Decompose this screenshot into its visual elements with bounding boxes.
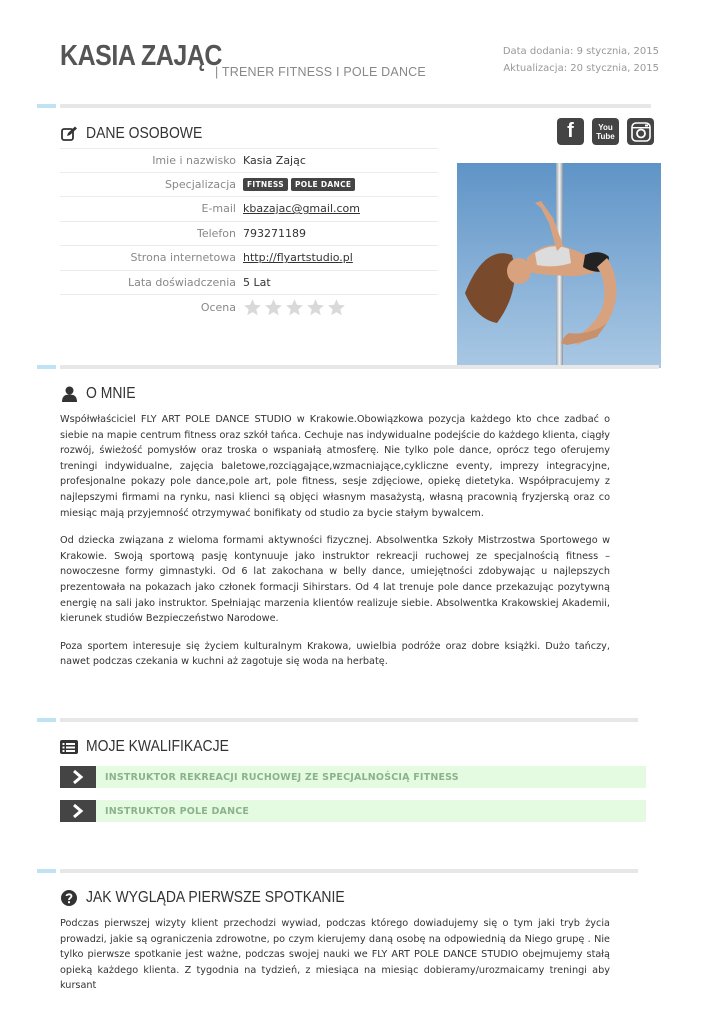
page-title: KASIA ZAJĄC (60, 40, 223, 72)
youtube-icon[interactable] (592, 118, 619, 145)
star-icon[interactable] (327, 298, 346, 317)
label-specialization: Specjalizacja (164, 177, 236, 191)
star-icon[interactable] (243, 298, 262, 317)
label-email: E-mail (201, 202, 236, 216)
social-links (557, 118, 654, 145)
date-updated: Aktualizacja: 20 stycznia, 2015 (503, 63, 659, 74)
qualification-item[interactable] (60, 800, 646, 822)
qualification-item[interactable] (60, 766, 646, 788)
section-divider (37, 718, 638, 722)
row-experience (60, 271, 438, 296)
website-link[interactable]: http://flyartstudio.pl (243, 251, 353, 265)
value-name: Kasia Zając (243, 153, 306, 167)
qualification-label: INSTRUKTOR POLE DANCE (105, 805, 250, 817)
page-subtitle: | TRENER FITNESS I POLE DANCE (215, 65, 426, 79)
dates-block (503, 43, 659, 77)
about-section-title: O MNIE (86, 385, 136, 402)
about-section-header (60, 385, 141, 403)
about-paragraph: Od dziecka związana z wieloma formami aktywności fizycznej. Absolwentka Szkoły Mistrzostwa Sportowego w Krakowie. Swoją sportową pasję kontynuuje jako instruktor rekreacji ruchowej ze specjalnością fitness – nowoczesne formy gimnastyki. Od 6 lat zakochana w belly dance, umiejętności zdobywając u najlepszych prezentowała na pokazach jako członek formacji Sihirstars. Od 4 lat trenuje pole dance przekazując pozytywną energię na sali jako instruktor. Spełniając marzenia klientów realizuje siebie. Absolwentka Krakowskiej Akademii, kierunek studiów Bezpieczeństwo Narodowe. (60, 535, 610, 625)
row-rating (60, 295, 438, 320)
email-link[interactable]: kbazajac@gmail.com (243, 202, 360, 216)
qualification-label: INSTRUKTOR REKREACJI RUCHOWEJ ZE SPECJALNOŚCIĄ FITNESS (105, 771, 459, 783)
label-website: Strona internetowa (130, 251, 236, 265)
star-icon[interactable] (285, 298, 304, 317)
about-paragraph: Współwłaściciel FLY ART POLE DANCE STUDIO w Krakowie.Obowiązkowa pozycja każdego kto chce zadbać o siebie na mapie centrum fitness oraz szkół tańca. Cechuje nas indywidualne podejście do każdego klienta, ciągły rozwój, świeżość pomysłów oraz troska o wspaniałą atmosferę. Nie tylko pole dance, oprócz tego oferujemy treningi indywidualne, zajęcia baletowe,rozciągające,wzmacniające,cykliczne eventy, imprezy integracyjne, profesjonalne pokazy pole dance,pole art, pole fitness, sesje zdjęciowe, opiekę dietetyka. Współpracujemy z najlepszymi firmami na rynku, nasi klienci są objęci własnym masażystą, własną pracownią fryzjerską oraz co miesiąc mają przyjemność otrzymywać bonifikaty od studio za bycie stałym bywalcem. (60, 414, 610, 519)
row-website (60, 246, 438, 271)
youtube-label-bottom: Tube (596, 131, 615, 141)
meeting-section-header (60, 889, 373, 907)
meeting-text (60, 916, 610, 1006)
date-added: Data dodania: 9 stycznia, 2015 (502, 46, 659, 57)
about-text (60, 412, 610, 682)
qualifications-section-title: MOJE KWALIFIKACJE (86, 738, 229, 755)
label-phone: Telefon (196, 226, 236, 240)
qualifications-section-header (60, 738, 245, 756)
youtube-label-top: You (598, 122, 613, 132)
row-email (60, 197, 438, 222)
tag-badge[interactable]: POLE DANCE (291, 178, 355, 191)
row-phone (60, 222, 438, 247)
facebook-glyph: f (567, 120, 574, 142)
value-specialization (243, 177, 358, 191)
profile-photo (457, 163, 661, 368)
instagram-icon[interactable] (627, 118, 654, 145)
label-rating: Ocena (200, 300, 236, 314)
star-icon[interactable] (264, 298, 283, 317)
tag-badge[interactable]: FITNESS (243, 178, 288, 191)
facebook-icon[interactable] (557, 118, 584, 145)
question-icon (60, 889, 78, 907)
rating-stars[interactable] (243, 298, 346, 317)
row-name (60, 148, 438, 173)
about-paragraph: Poza sportem interesuje się życiem kulturalnym Krakowa, uwielbia podróże oraz dobre książki. Dużo tańczy, nawet podczas czekania w kuchni aż zagotuje się woda na herbatę. (60, 640, 610, 668)
chevron-right-icon (60, 800, 96, 822)
edit-icon (60, 125, 78, 143)
section-divider (37, 869, 638, 873)
star-icon[interactable] (306, 298, 325, 317)
label-experience: Lata doświadczenia (128, 275, 236, 289)
header-divider (37, 104, 651, 108)
personal-section-header (60, 125, 215, 143)
personal-info-table (60, 148, 438, 320)
row-specialization (60, 173, 438, 198)
chevron-right-icon (60, 766, 96, 788)
value-phone: 793271189 (243, 226, 306, 240)
meeting-paragraph: Podczas pierwszej wizyty klient przechodzi wywiad, podczas którego dowiadujemy się o tym jaki tryb życia prowadzi, jakie są ograniczenia zdrowotne, po czym kierujemy daną osobę na odpowiednią da Niego grupę . Nie tylko pierwsze spotkanie jest ważne, podczas swojej nauki we FLY ART POLE DANCE STUDIO obejmujemy stałą opieką każdego klienta. Z tygodnia na tydzień, z miesiąca na miesiąc dobieramy/urozmaicamy treningi aby kursant (60, 918, 610, 992)
user-icon (60, 385, 78, 403)
section-divider (37, 365, 659, 369)
label-name: Imie i nazwisko (152, 153, 236, 167)
list-icon (60, 738, 78, 756)
personal-section-title: DANE OSOBOWE (86, 125, 203, 142)
value-experience: 5 Lat (243, 275, 271, 289)
meeting-section-title: JAK WYGLĄDA PIERWSZE SPOTKANIE (86, 889, 345, 906)
